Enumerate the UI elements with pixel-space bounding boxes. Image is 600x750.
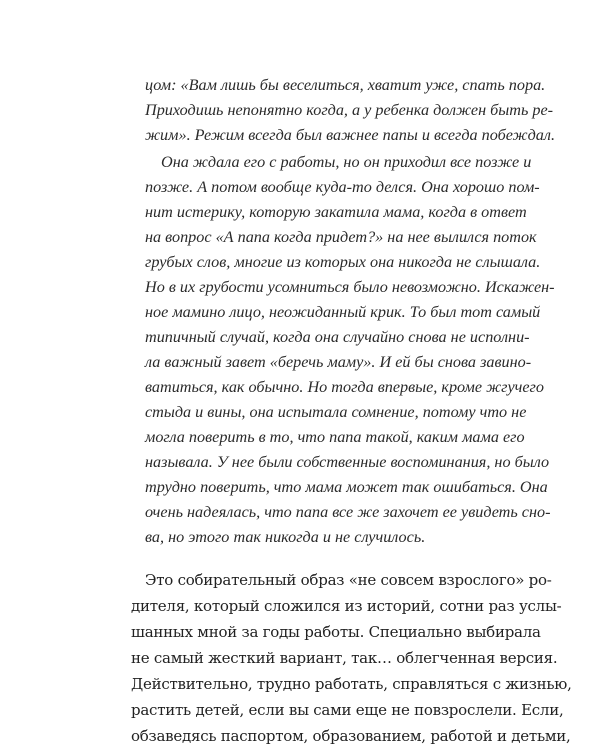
body-line: Это собирательный образ «не совсем взрослого» ро-: [145, 571, 552, 589]
body-line: Действительно, трудно работать, справляться с жизнью,: [131, 675, 572, 693]
quote-line: ла важный завет «беречь маму». И ей бы снова завино-: [145, 353, 532, 371]
quote-line: позже. А потом вообще куда-то делся. Она хорошо пом-: [145, 178, 540, 196]
body-line: не самый жесткий вариант, так… облегченная версия.: [131, 649, 558, 667]
quote-line: на вопрос «А папа когда придет?» на нее вылился поток: [145, 228, 537, 246]
quote-line: типичный случай, когда она случайно снова не исполни-: [145, 328, 530, 346]
quote-line: Она ждала его с работы, но он приходил все позже и: [161, 153, 532, 171]
quote-line: трудно поверить, что мама может так ошибаться. Она: [145, 478, 548, 496]
body-line: растить детей, если вы сами еще не повзрослели. Если,: [131, 701, 564, 719]
quote-line: могла поверить в то, что папа такой, каким мама его: [145, 428, 525, 446]
quote-line: называла. У нее были собственные воспоминания, но было: [145, 453, 550, 471]
body-line: обзаведясь паспортом, образованием, работой и детьми,: [131, 727, 571, 745]
quote-line: очень надеялась, что папа все же захочет ее увидеть сно-: [145, 503, 551, 521]
quote-line: Но в их грубости усомниться было невозможно. Искажен-: [145, 278, 555, 296]
quote-line: стыда и вины, она испытала сомнение, потому что не: [145, 403, 527, 421]
body-line: дителя, который сложился из историй, сотни раз услы-: [131, 597, 562, 615]
quote-line: ное мамино лицо, неожиданный крик. То был тот самый: [145, 303, 541, 321]
quote-line: Приходишь непонятно когда, а у ребенка должен быть ре-: [145, 101, 554, 119]
body-line: шанных мной за годы работы. Специально выбирала: [131, 623, 541, 641]
quote-line: нит истерику, которую закатила мама, когда в ответ: [145, 203, 527, 221]
quote-line: жим». Режим всегда был важнее папы и всегда побеждал.: [145, 126, 556, 144]
quote-line: ватиться, как обычно. Но тогда впервые, кроме жгучего: [145, 378, 544, 396]
quote-line: ва, но этого так никогда и не случилось.: [145, 528, 426, 546]
quote-line: грубых слов, многие из которых она никогда не слышала.: [145, 253, 541, 271]
quote-line: цом: «Вам лишь бы веселиться, хватит уже, спать пора.: [145, 76, 546, 94]
